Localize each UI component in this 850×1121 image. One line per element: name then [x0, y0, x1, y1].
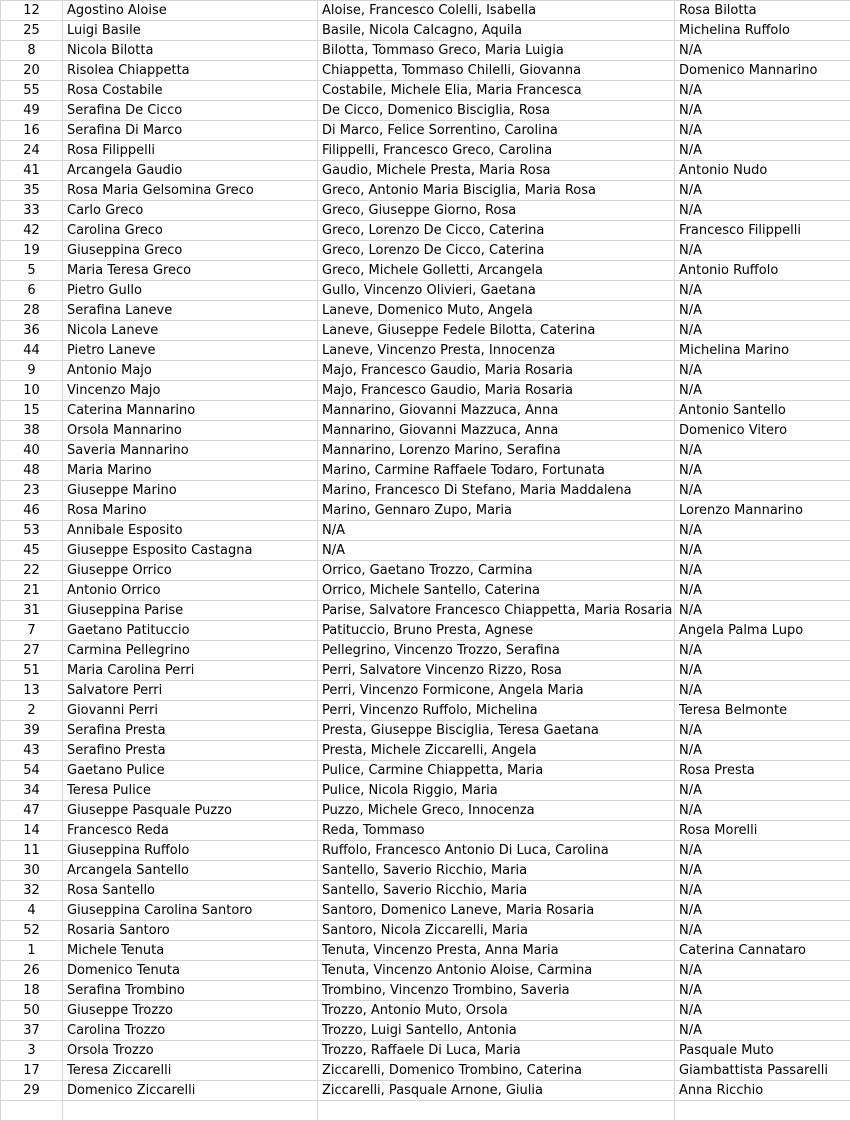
cell-id[interactable]: 37 — [1, 1021, 63, 1041]
table-row — [1, 1001, 850, 1021]
cell-id[interactable]: 22 — [1, 561, 63, 581]
cell-id[interactable]: 20 — [1, 61, 63, 81]
cell-parents[interactable]: Trozzo, Antonio Muto, Orsola — [318, 1001, 675, 1021]
cell-parents[interactable]: Puzzo, Michele Greco, Innocenza — [318, 801, 675, 821]
cell-name[interactable]: Serafina De Cicco — [63, 101, 318, 121]
cell-spouse[interactable]: Rosa Bilotta — [675, 1, 850, 21]
cell-id[interactable]: 45 — [1, 541, 63, 561]
cell-spouse[interactable]: N/A — [675, 561, 850, 581]
cell-id[interactable]: 42 — [1, 221, 63, 241]
cell-name[interactable]: Rosa Santello — [63, 881, 318, 901]
cell-id[interactable]: 33 — [1, 201, 63, 221]
cell-parents[interactable]: Greco, Michele Golletti, Arcangela — [318, 261, 675, 281]
cell-parents[interactable]: Mannarino, Lorenzo Marino, Serafina — [318, 441, 675, 461]
table-row — [1, 881, 850, 901]
cell-id[interactable]: 17 — [1, 1061, 63, 1081]
cell-id[interactable]: 28 — [1, 301, 63, 321]
cell-id[interactable]: 52 — [1, 921, 63, 941]
table-row — [1, 261, 850, 281]
spreadsheet-body — [1, 1, 850, 1121]
cell-name[interactable]: Giuseppe Pasquale Puzzo — [63, 801, 318, 821]
cell-parents[interactable]: Gaudio, Michele Presta, Maria Rosa — [318, 161, 675, 181]
cell-name[interactable]: Rosaria Santoro — [63, 921, 318, 941]
cell-name[interactable]: Orsola Mannarino — [63, 421, 318, 441]
table-row — [1, 381, 850, 401]
cell-spouse[interactable]: Caterina Cannataro — [675, 941, 850, 961]
cell-name[interactable]: Luigi Basile — [63, 21, 318, 41]
cell-parents[interactable]: Greco, Lorenzo De Cicco, Caterina — [318, 221, 675, 241]
cell-id[interactable]: 46 — [1, 501, 63, 521]
cell-spouse[interactable] — [675, 1101, 850, 1121]
cell-parents[interactable]: Aloise, Francesco Colelli, Isabella — [318, 1, 675, 21]
cell-spouse[interactable]: Teresa Belmonte — [675, 701, 850, 721]
cell-spouse[interactable]: N/A — [675, 181, 850, 201]
table-row — [1, 301, 850, 321]
table-row — [1, 361, 850, 381]
cell-id[interactable]: 51 — [1, 661, 63, 681]
cell-spouse[interactable]: N/A — [675, 961, 850, 981]
cell-spouse[interactable]: Lorenzo Mannarino — [675, 501, 850, 521]
cell-parents[interactable]: Chiappetta, Tommaso Chilelli, Giovanna — [318, 61, 675, 81]
table-row — [1, 1101, 850, 1121]
cell-parents[interactable]: Orrico, Michele Santello, Caterina — [318, 581, 675, 601]
cell-name[interactable]: Vincenzo Majo — [63, 381, 318, 401]
cell-spouse[interactable]: N/A — [675, 41, 850, 61]
cell-spouse[interactable]: Antonio Santello — [675, 401, 850, 421]
cell-name[interactable]: Carolina Trozzo — [63, 1021, 318, 1041]
table-row — [1, 281, 850, 301]
cell-parents[interactable]: Perri, Salvatore Vincenzo Rizzo, Rosa — [318, 661, 675, 681]
cell-parents[interactable]: Mannarino, Giovanni Mazzuca, Anna — [318, 421, 675, 441]
cell-id[interactable]: 30 — [1, 861, 63, 881]
cell-spouse[interactable]: N/A — [675, 601, 850, 621]
cell-name[interactable]: Giuseppina Greco — [63, 241, 318, 261]
cell-spouse[interactable]: Giambattista Passarelli — [675, 1061, 850, 1081]
cell-name[interactable]: Francesco Reda — [63, 821, 318, 841]
table-row — [1, 321, 850, 341]
cell-name[interactable]: Michele Tenuta — [63, 941, 318, 961]
cell-spouse[interactable]: Francesco Filippelli — [675, 221, 850, 241]
cell-id[interactable]: 54 — [1, 761, 63, 781]
table-row — [1, 141, 850, 161]
cell-spouse[interactable]: N/A — [675, 281, 850, 301]
table-row — [1, 1, 850, 21]
cell-parents[interactable]: Tenuta, Vincenzo Presta, Anna Maria — [318, 941, 675, 961]
table-row — [1, 921, 850, 941]
cell-parents[interactable]: Santoro, Nicola Ziccarelli, Maria — [318, 921, 675, 941]
cell-spouse[interactable]: N/A — [675, 521, 850, 541]
table-row — [1, 981, 850, 1001]
cell-id[interactable]: 38 — [1, 421, 63, 441]
cell-name[interactable]: Giuseppina Carolina Santoro — [63, 901, 318, 921]
cell-spouse[interactable]: N/A — [675, 441, 850, 461]
table-row — [1, 901, 850, 921]
cell-spouse[interactable]: Angela Palma Lupo — [675, 621, 850, 641]
table-row — [1, 681, 850, 701]
cell-name[interactable]: Carolina Greco — [63, 221, 318, 241]
table-row — [1, 801, 850, 821]
cell-id[interactable]: 18 — [1, 981, 63, 1001]
table-row — [1, 641, 850, 661]
table-row — [1, 401, 850, 421]
cell-id[interactable]: 35 — [1, 181, 63, 201]
cell-id[interactable]: 47 — [1, 801, 63, 821]
cell-id[interactable]: 32 — [1, 881, 63, 901]
table-row — [1, 161, 850, 181]
cell-id[interactable]: 29 — [1, 1081, 63, 1101]
table-row — [1, 341, 850, 361]
table-row — [1, 1061, 850, 1081]
cell-name[interactable]: Giuseppe Marino — [63, 481, 318, 501]
cell-parents[interactable]: Majo, Francesco Gaudio, Maria Rosaria — [318, 361, 675, 381]
cell-name[interactable]: Giovanni Perri — [63, 701, 318, 721]
cell-name[interactable]: Teresa Ziccarelli — [63, 1061, 318, 1081]
cell-id[interactable] — [1, 1101, 63, 1121]
cell-id[interactable]: 3 — [1, 1041, 63, 1061]
table-row — [1, 41, 850, 61]
table-row — [1, 661, 850, 681]
cell-name[interactable]: Carlo Greco — [63, 201, 318, 221]
cell-id[interactable]: 13 — [1, 681, 63, 701]
cell-parents[interactable]: Mannarino, Giovanni Mazzuca, Anna — [318, 401, 675, 421]
cell-name[interactable]: Giuseppina Parise — [63, 601, 318, 621]
cell-spouse[interactable]: N/A — [675, 101, 850, 121]
table-row — [1, 121, 850, 141]
cell-parents[interactable]: Laneve, Vincenzo Presta, Innocenza — [318, 341, 675, 361]
cell-spouse[interactable]: N/A — [675, 1001, 850, 1021]
cell-spouse[interactable]: N/A — [675, 481, 850, 501]
cell-spouse[interactable]: N/A — [675, 901, 850, 921]
cell-spouse[interactable]: N/A — [675, 241, 850, 261]
cell-spouse[interactable]: Domenico Vitero — [675, 421, 850, 441]
cell-parents[interactable]: Bilotta, Tommaso Greco, Maria Luigia — [318, 41, 675, 61]
table-row — [1, 201, 850, 221]
cell-parents[interactable]: Majo, Francesco Gaudio, Maria Rosaria — [318, 381, 675, 401]
cell-name[interactable]: Maria Teresa Greco — [63, 261, 318, 281]
cell-name[interactable]: Arcangela Santello — [63, 861, 318, 881]
cell-spouse[interactable]: N/A — [675, 541, 850, 561]
cell-id[interactable]: 8 — [1, 41, 63, 61]
cell-name[interactable]: Antonio Orrico — [63, 581, 318, 601]
cell-id[interactable]: 4 — [1, 901, 63, 921]
table-row — [1, 621, 850, 641]
cell-name[interactable]: Agostino Aloise — [63, 1, 318, 21]
cell-id[interactable]: 27 — [1, 641, 63, 661]
table-row — [1, 741, 850, 761]
cell-parents[interactable]: Tenuta, Vincenzo Antonio Aloise, Carmina — [318, 961, 675, 981]
table-row — [1, 221, 850, 241]
cell-name[interactable] — [63, 1101, 318, 1121]
cell-spouse[interactable]: Rosa Morelli — [675, 821, 850, 841]
cell-id[interactable]: 43 — [1, 741, 63, 761]
cell-name[interactable]: Saveria Mannarino — [63, 441, 318, 461]
cell-id[interactable]: 48 — [1, 461, 63, 481]
cell-parents[interactable]: Trombino, Vincenzo Trombino, Saveria — [318, 981, 675, 1001]
cell-name[interactable]: Rosa Costabile — [63, 81, 318, 101]
cell-spouse[interactable]: Antonio Nudo — [675, 161, 850, 181]
table-row — [1, 241, 850, 261]
cell-spouse[interactable]: N/A — [675, 661, 850, 681]
cell-id[interactable]: 39 — [1, 721, 63, 741]
cell-spouse[interactable]: Anna Ricchio — [675, 1081, 850, 1101]
cell-spouse[interactable]: Michelina Ruffolo — [675, 21, 850, 41]
cell-name[interactable]: Rosa Maria Gelsomina Greco — [63, 181, 318, 201]
cell-spouse[interactable]: N/A — [675, 581, 850, 601]
cell-parents[interactable]: N/A — [318, 541, 675, 561]
cell-spouse[interactable]: N/A — [675, 841, 850, 861]
cell-name[interactable]: Teresa Pulice — [63, 781, 318, 801]
cell-spouse[interactable]: Antonio Ruffolo — [675, 261, 850, 281]
cell-name[interactable]: Giuseppina Ruffolo — [63, 841, 318, 861]
table-row — [1, 101, 850, 121]
cell-spouse[interactable]: N/A — [675, 361, 850, 381]
cell-name[interactable]: Carmina Pellegrino — [63, 641, 318, 661]
cell-parents[interactable]: Presta, Michele Ziccarelli, Angela — [318, 741, 675, 761]
cell-id[interactable]: 5 — [1, 261, 63, 281]
cell-name[interactable]: Arcangela Gaudio — [63, 161, 318, 181]
cell-parents[interactable]: Gullo, Vincenzo Olivieri, Gaetana — [318, 281, 675, 301]
cell-spouse[interactable]: N/A — [675, 201, 850, 221]
table-row — [1, 1041, 850, 1061]
cell-parents[interactable]: Greco, Giuseppe Giorno, Rosa — [318, 201, 675, 221]
table-row — [1, 1081, 850, 1101]
cell-parents[interactable]: Greco, Lorenzo De Cicco, Caterina — [318, 241, 675, 261]
cell-parents[interactable]: Pellegrino, Vincenzo Trozzo, Serafina — [318, 641, 675, 661]
cell-spouse[interactable]: N/A — [675, 721, 850, 741]
cell-name[interactable]: Maria Marino — [63, 461, 318, 481]
cell-spouse[interactable]: N/A — [675, 1021, 850, 1041]
cell-id[interactable]: 7 — [1, 621, 63, 641]
cell-parents[interactable]: Filippelli, Francesco Greco, Carolina — [318, 141, 675, 161]
table-row — [1, 501, 850, 521]
table-row — [1, 461, 850, 481]
table-row — [1, 21, 850, 41]
cell-parents[interactable]: Ziccarelli, Domenico Trombino, Caterina — [318, 1061, 675, 1081]
cell-parents[interactable]: Perri, Vincenzo Ruffolo, Michelina — [318, 701, 675, 721]
cell-spouse[interactable]: N/A — [675, 741, 850, 761]
cell-parents[interactable]: Marino, Gennaro Zupo, Maria — [318, 501, 675, 521]
cell-name[interactable]: Serafino Presta — [63, 741, 318, 761]
table-row — [1, 521, 850, 541]
cell-parents[interactable]: Reda, Tommaso — [318, 821, 675, 841]
cell-name[interactable]: Caterina Mannarino — [63, 401, 318, 421]
cell-name[interactable]: Serafina Laneve — [63, 301, 318, 321]
cell-parents[interactable]: Laneve, Giuseppe Fedele Bilotta, Caterina — [318, 321, 675, 341]
cell-parents[interactable]: Pulice, Carmine Chiappetta, Maria — [318, 761, 675, 781]
cell-name[interactable]: Rosa Marino — [63, 501, 318, 521]
cell-id[interactable]: 10 — [1, 381, 63, 401]
cell-name[interactable]: Domenico Tenuta — [63, 961, 318, 981]
cell-parents[interactable]: Laneve, Domenico Muto, Angela — [318, 301, 675, 321]
table-row — [1, 581, 850, 601]
table-row — [1, 601, 850, 621]
cell-parents[interactable]: Presta, Giuseppe Bisciglia, Teresa Gaetana — [318, 721, 675, 741]
cell-id[interactable]: 34 — [1, 781, 63, 801]
cell-spouse[interactable]: N/A — [675, 141, 850, 161]
cell-parents[interactable]: Marino, Francesco Di Stefano, Maria Maddalena — [318, 481, 675, 501]
cell-spouse[interactable]: N/A — [675, 301, 850, 321]
cell-name[interactable]: Nicola Laneve — [63, 321, 318, 341]
cell-name[interactable]: Salvatore Perri — [63, 681, 318, 701]
cell-spouse[interactable]: Domenico Mannarino — [675, 61, 850, 81]
table-row — [1, 181, 850, 201]
cell-id[interactable]: 6 — [1, 281, 63, 301]
table-row — [1, 481, 850, 501]
cell-id[interactable]: 12 — [1, 1, 63, 21]
cell-spouse[interactable]: Pasquale Muto — [675, 1041, 850, 1061]
table-row — [1, 541, 850, 561]
cell-spouse[interactable]: N/A — [675, 81, 850, 101]
cell-id[interactable]: 40 — [1, 441, 63, 461]
cell-id[interactable]: 31 — [1, 601, 63, 621]
table-row — [1, 61, 850, 81]
cell-id[interactable]: 14 — [1, 821, 63, 841]
cell-name[interactable]: Gaetano Patituccio — [63, 621, 318, 641]
table-row — [1, 701, 850, 721]
table-row — [1, 721, 850, 741]
cell-spouse[interactable]: N/A — [675, 981, 850, 1001]
cell-parents[interactable]: Santello, Saverio Ricchio, Maria — [318, 861, 675, 881]
cell-parents[interactable]: Santello, Saverio Ricchio, Maria — [318, 881, 675, 901]
table-row — [1, 961, 850, 981]
cell-id[interactable]: 24 — [1, 141, 63, 161]
cell-id[interactable]: 1 — [1, 941, 63, 961]
cell-id[interactable]: 55 — [1, 81, 63, 101]
table-row — [1, 421, 850, 441]
cell-spouse[interactable]: N/A — [675, 321, 850, 341]
cell-spouse[interactable]: N/A — [675, 781, 850, 801]
cell-name[interactable]: Giuseppe Esposito Castagna — [63, 541, 318, 561]
table-row — [1, 761, 850, 781]
cell-id[interactable]: 15 — [1, 401, 63, 421]
cell-id[interactable]: 2 — [1, 701, 63, 721]
cell-parents[interactable]: Orrico, Gaetano Trozzo, Carmina — [318, 561, 675, 581]
cell-id[interactable]: 9 — [1, 361, 63, 381]
cell-name[interactable]: Domenico Ziccarelli — [63, 1081, 318, 1101]
cell-parents[interactable]: Parise, Salvatore Francesco Chiappetta, Maria Rosaria — [318, 601, 675, 621]
cell-parents[interactable]: Ziccarelli, Pasquale Arnone, Giulia — [318, 1081, 675, 1101]
cell-id[interactable]: 26 — [1, 961, 63, 981]
cell-parents[interactable]: Marino, Carmine Raffaele Todaro, Fortunata — [318, 461, 675, 481]
cell-name[interactable]: Risolea Chiappetta — [63, 61, 318, 81]
cell-id[interactable]: 50 — [1, 1001, 63, 1021]
cell-id[interactable]: 36 — [1, 321, 63, 341]
table-row — [1, 781, 850, 801]
cell-parents[interactable]: Di Marco, Felice Sorrentino, Carolina — [318, 121, 675, 141]
cell-id[interactable]: 49 — [1, 101, 63, 121]
cell-spouse[interactable]: Michelina Marino — [675, 341, 850, 361]
cell-name[interactable]: Rosa Filippelli — [63, 141, 318, 161]
cell-name[interactable]: Giuseppe Trozzo — [63, 1001, 318, 1021]
cell-name[interactable]: Nicola Bilotta — [63, 41, 318, 61]
cell-name[interactable]: Annibale Esposito — [63, 521, 318, 541]
cell-id[interactable]: 11 — [1, 841, 63, 861]
table-row — [1, 561, 850, 581]
cell-name[interactable]: Giuseppe Orrico — [63, 561, 318, 581]
cell-id[interactable]: 16 — [1, 121, 63, 141]
cell-id[interactable]: 53 — [1, 521, 63, 541]
cell-parents[interactable]: Pulice, Nicola Riggio, Maria — [318, 781, 675, 801]
cell-id[interactable]: 19 — [1, 241, 63, 261]
cell-parents[interactable] — [318, 1101, 675, 1121]
table-row — [1, 841, 850, 861]
cell-spouse[interactable]: N/A — [675, 121, 850, 141]
cell-id[interactable]: 23 — [1, 481, 63, 501]
table-row — [1, 821, 850, 841]
cell-spouse[interactable]: N/A — [675, 461, 850, 481]
cell-name[interactable]: Antonio Majo — [63, 361, 318, 381]
table-row — [1, 861, 850, 881]
table-row — [1, 941, 850, 961]
cell-spouse[interactable]: N/A — [675, 681, 850, 701]
cell-spouse[interactable]: N/A — [675, 861, 850, 881]
cell-name[interactable]: Maria Carolina Perri — [63, 661, 318, 681]
cell-parents[interactable]: Basile, Nicola Calcagno, Aquila — [318, 21, 675, 41]
cell-parents[interactable]: Ruffolo, Francesco Antonio Di Luca, Carolina — [318, 841, 675, 861]
cell-spouse[interactable]: N/A — [675, 881, 850, 901]
cell-id[interactable]: 21 — [1, 581, 63, 601]
cell-parents[interactable]: De Cicco, Domenico Bisciglia, Rosa — [318, 101, 675, 121]
cell-name[interactable]: Pietro Laneve — [63, 341, 318, 361]
cell-id[interactable]: 44 — [1, 341, 63, 361]
table-row — [1, 441, 850, 461]
cell-parents[interactable]: Trozzo, Raffaele Di Luca, Maria — [318, 1041, 675, 1061]
cell-name[interactable]: Gaetano Pulice — [63, 761, 318, 781]
cell-spouse[interactable]: N/A — [675, 801, 850, 821]
cell-parents[interactable]: Patituccio, Bruno Presta, Agnese — [318, 621, 675, 641]
cell-name[interactable]: Pietro Gullo — [63, 281, 318, 301]
cell-name[interactable]: Serafina Di Marco — [63, 121, 318, 141]
cell-parents[interactable]: Perri, Vincenzo Formicone, Angela Maria — [318, 681, 675, 701]
cell-spouse[interactable]: Rosa Presta — [675, 761, 850, 781]
cell-name[interactable]: Serafina Trombino — [63, 981, 318, 1001]
cell-parents[interactable]: Greco, Antonio Maria Bisciglia, Maria Rosa — [318, 181, 675, 201]
cell-parents[interactable]: Costabile, Michele Elia, Maria Francesca — [318, 81, 675, 101]
cell-name[interactable]: Orsola Trozzo — [63, 1041, 318, 1061]
table-row — [1, 1021, 850, 1041]
cell-spouse[interactable]: N/A — [675, 921, 850, 941]
cell-spouse[interactable]: N/A — [675, 641, 850, 661]
cell-spouse[interactable]: N/A — [675, 381, 850, 401]
cell-parents[interactable]: N/A — [318, 521, 675, 541]
cell-parents[interactable]: Santoro, Domenico Laneve, Maria Rosaria — [318, 901, 675, 921]
cell-parents[interactable]: Trozzo, Luigi Santello, Antonia — [318, 1021, 675, 1041]
cell-name[interactable]: Serafina Presta — [63, 721, 318, 741]
cell-id[interactable]: 25 — [1, 21, 63, 41]
table-row — [1, 81, 850, 101]
cell-id[interactable]: 41 — [1, 161, 63, 181]
